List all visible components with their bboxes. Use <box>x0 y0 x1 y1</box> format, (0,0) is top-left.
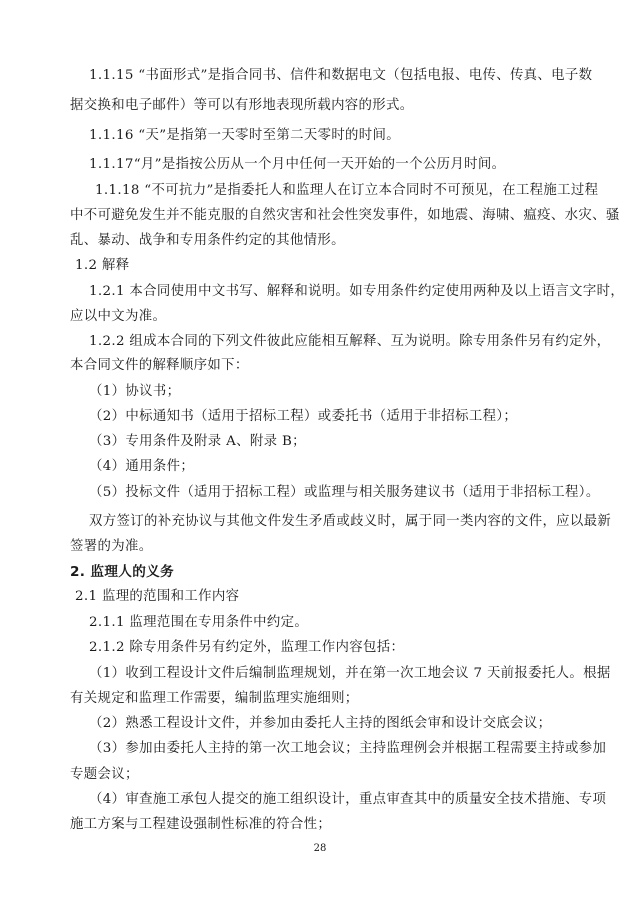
clause-1-1-18-line-2: 中不可避免发生并不能克服的自然灾害和社会性突发事件，如地震、海啸、瘟疫、水灾、骚 <box>70 208 620 223</box>
duty-item-4-line-2: 施工方案与工程建设强制性标准的符合性； <box>70 817 332 832</box>
duty-item-3-line-1: （3）参加由委托人主持的第一次工地会议；主持监理例会并根据工程需要主持或参加 <box>89 741 607 756</box>
clause-1-2-2-line-2: 本合同文件的解释顺序如下： <box>70 358 249 373</box>
list-item-2: （2）中标通知书（适用于招标工程）或委托书（适用于非招标工程）； <box>89 409 518 424</box>
clause-1-1-16: 1.1.16 “天”是指第一天零时至第二天零时的时间。 <box>89 128 401 143</box>
supplement-paragraph-line-1: 双方签订的补充协议与其他文件发生矛盾或歧义时，属于同一类内容的文件，应以最新 <box>89 514 612 529</box>
list-item-5: （5）投标文件（适用于招标工程）或监理与相关服务建议书（适用于非招标工程）。 <box>89 485 600 500</box>
clause-1-1-15-line-2: 据交换和电子邮件）等可以有形地表现所载内容的形式。 <box>70 98 414 113</box>
supplement-paragraph-line-2: 签署的为准。 <box>70 539 153 554</box>
page-number: 28 <box>313 843 327 854</box>
duty-item-3-line-2: 专题会议； <box>70 767 139 782</box>
duty-item-2: （2）熟悉工程设计文件，并参加由委托人主持的图纸会审和设计交底会议； <box>89 716 552 731</box>
clause-1-2-1-line-2: 应以中文为准。 <box>70 309 167 324</box>
clause-1-2-1-line-1: 1.2.1 本合同使用中文书写、解释和说明。如专用条件约定使用两种及以上语言文字时， <box>89 284 625 299</box>
clause-1-1-15-line-1: 1.1.15 “书面形式”是指合同书、信件和数据电文（包括电报、电传、传真、电子数 <box>89 68 593 83</box>
clause-2-1-1: 2.1.1 监理范围在专用条件中约定。 <box>89 615 309 630</box>
section-1-2-heading: 1.2 解释 <box>75 258 130 273</box>
section-2-1-heading: 2.1 监理的范围和工作内容 <box>75 589 240 604</box>
clause-1-1-18-line-3: 乱、暴动、战争和专用条件约定的其他情形。 <box>70 233 345 248</box>
list-item-3: （3）专用条件及附录 A、附录 B； <box>89 434 306 449</box>
section-2-heading: 2. 监理人的义务 <box>70 564 175 580</box>
duty-item-4-line-1: （4）审查施工承包人提交的施工组织设计，重点审查其中的质量安全技术措施、专项 <box>89 792 607 807</box>
duty-item-1-line-1: （1）收到工程设计文件后编制监理规划，并在第一次工地会议 7 天前报委托人。根据 <box>89 666 611 681</box>
list-item-4: （4）通用条件； <box>89 459 195 474</box>
clause-1-2-2-line-1: 1.2.2 组成本合同的下列文件彼此应能相互解释、互为说明。除专用条件另有约定外， <box>89 334 611 349</box>
clause-1-1-18-line-1: 1.1.18 “不可抗力”是指委托人和监理人在订立本合同时不可预见，在工程施工过程 <box>95 183 599 198</box>
clause-2-1-2: 2.1.2 除专用条件另有约定外，监理工作内容包括： <box>89 640 405 655</box>
duty-item-1-line-2: 有关规定和监理工作需要，编制监理实施细则； <box>70 691 359 706</box>
list-item-1: （1）协议书； <box>89 384 181 399</box>
clause-1-1-17: 1.1.17“月”是指按公历从一个月中任何一天开始的一个公历月时间。 <box>89 157 506 172</box>
